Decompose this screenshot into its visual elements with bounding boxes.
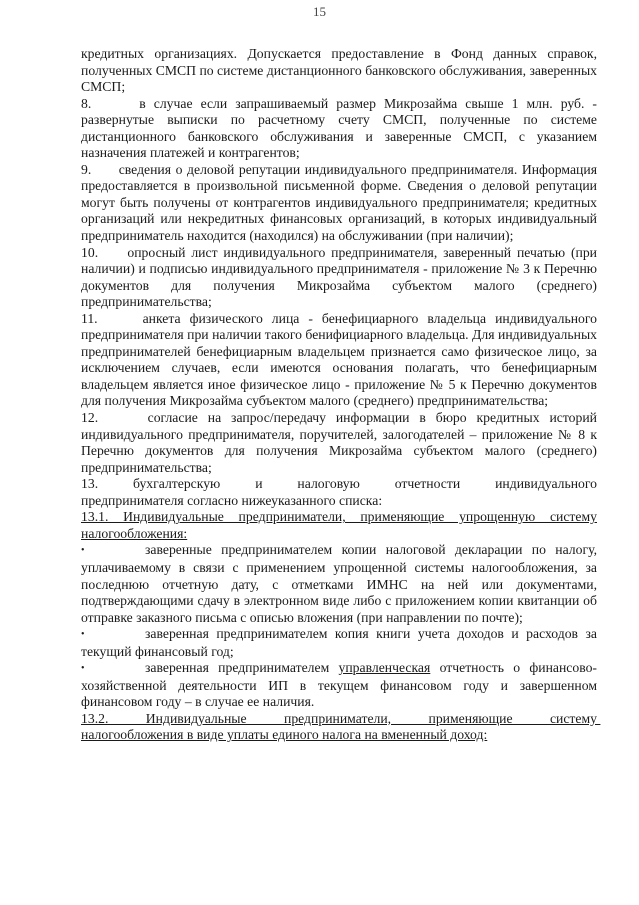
page-number: 15 bbox=[313, 4, 326, 19]
document-body bbox=[81, 46, 601, 744]
section-heading-13-2: 13.2. Индивидуальные предприниматели, применяющие систему налогообложения в виде уплаты единого налога на вмененный доход: bbox=[81, 710, 601, 743]
paragraph-continuation: кредитных организациях. Допускается предоставление в Фонд данных справок, полученных СМСП по системе дистанционного банковского обслуживания, заверенных СМСП; bbox=[81, 46, 597, 95]
bullet-text: заверенная предпринимателем копия книги учета доходов и расходов за текущий финансовый год; bbox=[81, 626, 597, 659]
bullet-icon: • bbox=[81, 545, 85, 557]
paragraph-item-13: 13. бухгалтерскую и налоговую отчетности индивидуального предпринимателя согласно нижеуказанного списка: bbox=[81, 476, 601, 508]
bullet-icon: • bbox=[81, 663, 85, 675]
paragraph-item-12: 12. согласие на запрос/передачу информации в бюро кредитных историй индивидуального предпринимателя, поручителей, залогодателей – приложение № 8 к Перечню документов для получения Микрозайма субъектом малого (среднего) предпринимательства; bbox=[81, 410, 601, 475]
paragraph-item-11: 11. анкета физического лица - бенефициарного владельца индивидуального предпринимателя при наличии такого бенифициарного владельца. Для индивидуальных предпринимателей бенефициарным владельцем признается само физическое лицо, за исключением случаев, если имеются основания полагать, что бенефициарным владельцем является иное физическое лицо - приложение № 5 к Перечню документов для получения Микрозайма субъектом малого (среднего) предпринимательства; bbox=[81, 310, 601, 409]
paragraph-item-9: 9. сведения о деловой репутации индивидуального предпринимателя. Информация предоставляется в произвольной письменной форме. Сведения о деловой репутации могут быть получены от контрагентов индивидуального предпринимателя; кредитных организаций или некредитных финансовых организаций, в которых индивидуальный предприниматель находится (находился) на обслуживании (при наличии); bbox=[81, 161, 601, 244]
bullet-text-underlined: управленческая bbox=[338, 660, 431, 676]
paragraph-item-10: 10. опросный лист индивидуального предпринимателя, заверенный печатью (при наличии) и подписью индивидуального предпринимателя - приложение № 3 к Перечню документов для получения Микрозайма субъектом малого (среднего) предпринимательства; bbox=[81, 244, 601, 310]
bullet-text-before: заверенная предпринимателем bbox=[145, 660, 339, 676]
bullet-text: заверенные предпринимателем копии налоговой декларации по налогу, уплачиваемому в связи с применением упрощенной системы налогообложения, за последнюю отчетную дату, с отметками ИМНС на ней или документами, подтверждающими сдачу в электронном виде либо с приложением копии квитанции об отправке заказного письма с описью вложения (при направлении по почте); bbox=[81, 542, 597, 625]
paragraph-item-8: 8. в случае если запрашиваемый размер Микрозайма свыше 1 млн. руб. - развернутые выписки по расчетному счету СМСП, полученные по системе дистанционного банковского обслуживания и заверенные СМСП, с указанием назначения платежей и контрагентов; bbox=[81, 95, 601, 161]
bullet-icon: • bbox=[81, 629, 85, 641]
bullet-item-management-reporting bbox=[81, 660, 597, 711]
bullet-text-after: отчетность о финансово-хозяйственной деятельности ИП в текущем финансовом году и завершенном финансовом году – в случае ее наличия. bbox=[81, 660, 597, 710]
bullet-item-tax-declaration bbox=[81, 542, 597, 626]
bullet-item-income-book bbox=[81, 626, 597, 660]
section-heading-13-1: 13.1. Индивидуальные предприниматели, применяющие упрощенную систему налогообложения: bbox=[81, 509, 597, 541]
